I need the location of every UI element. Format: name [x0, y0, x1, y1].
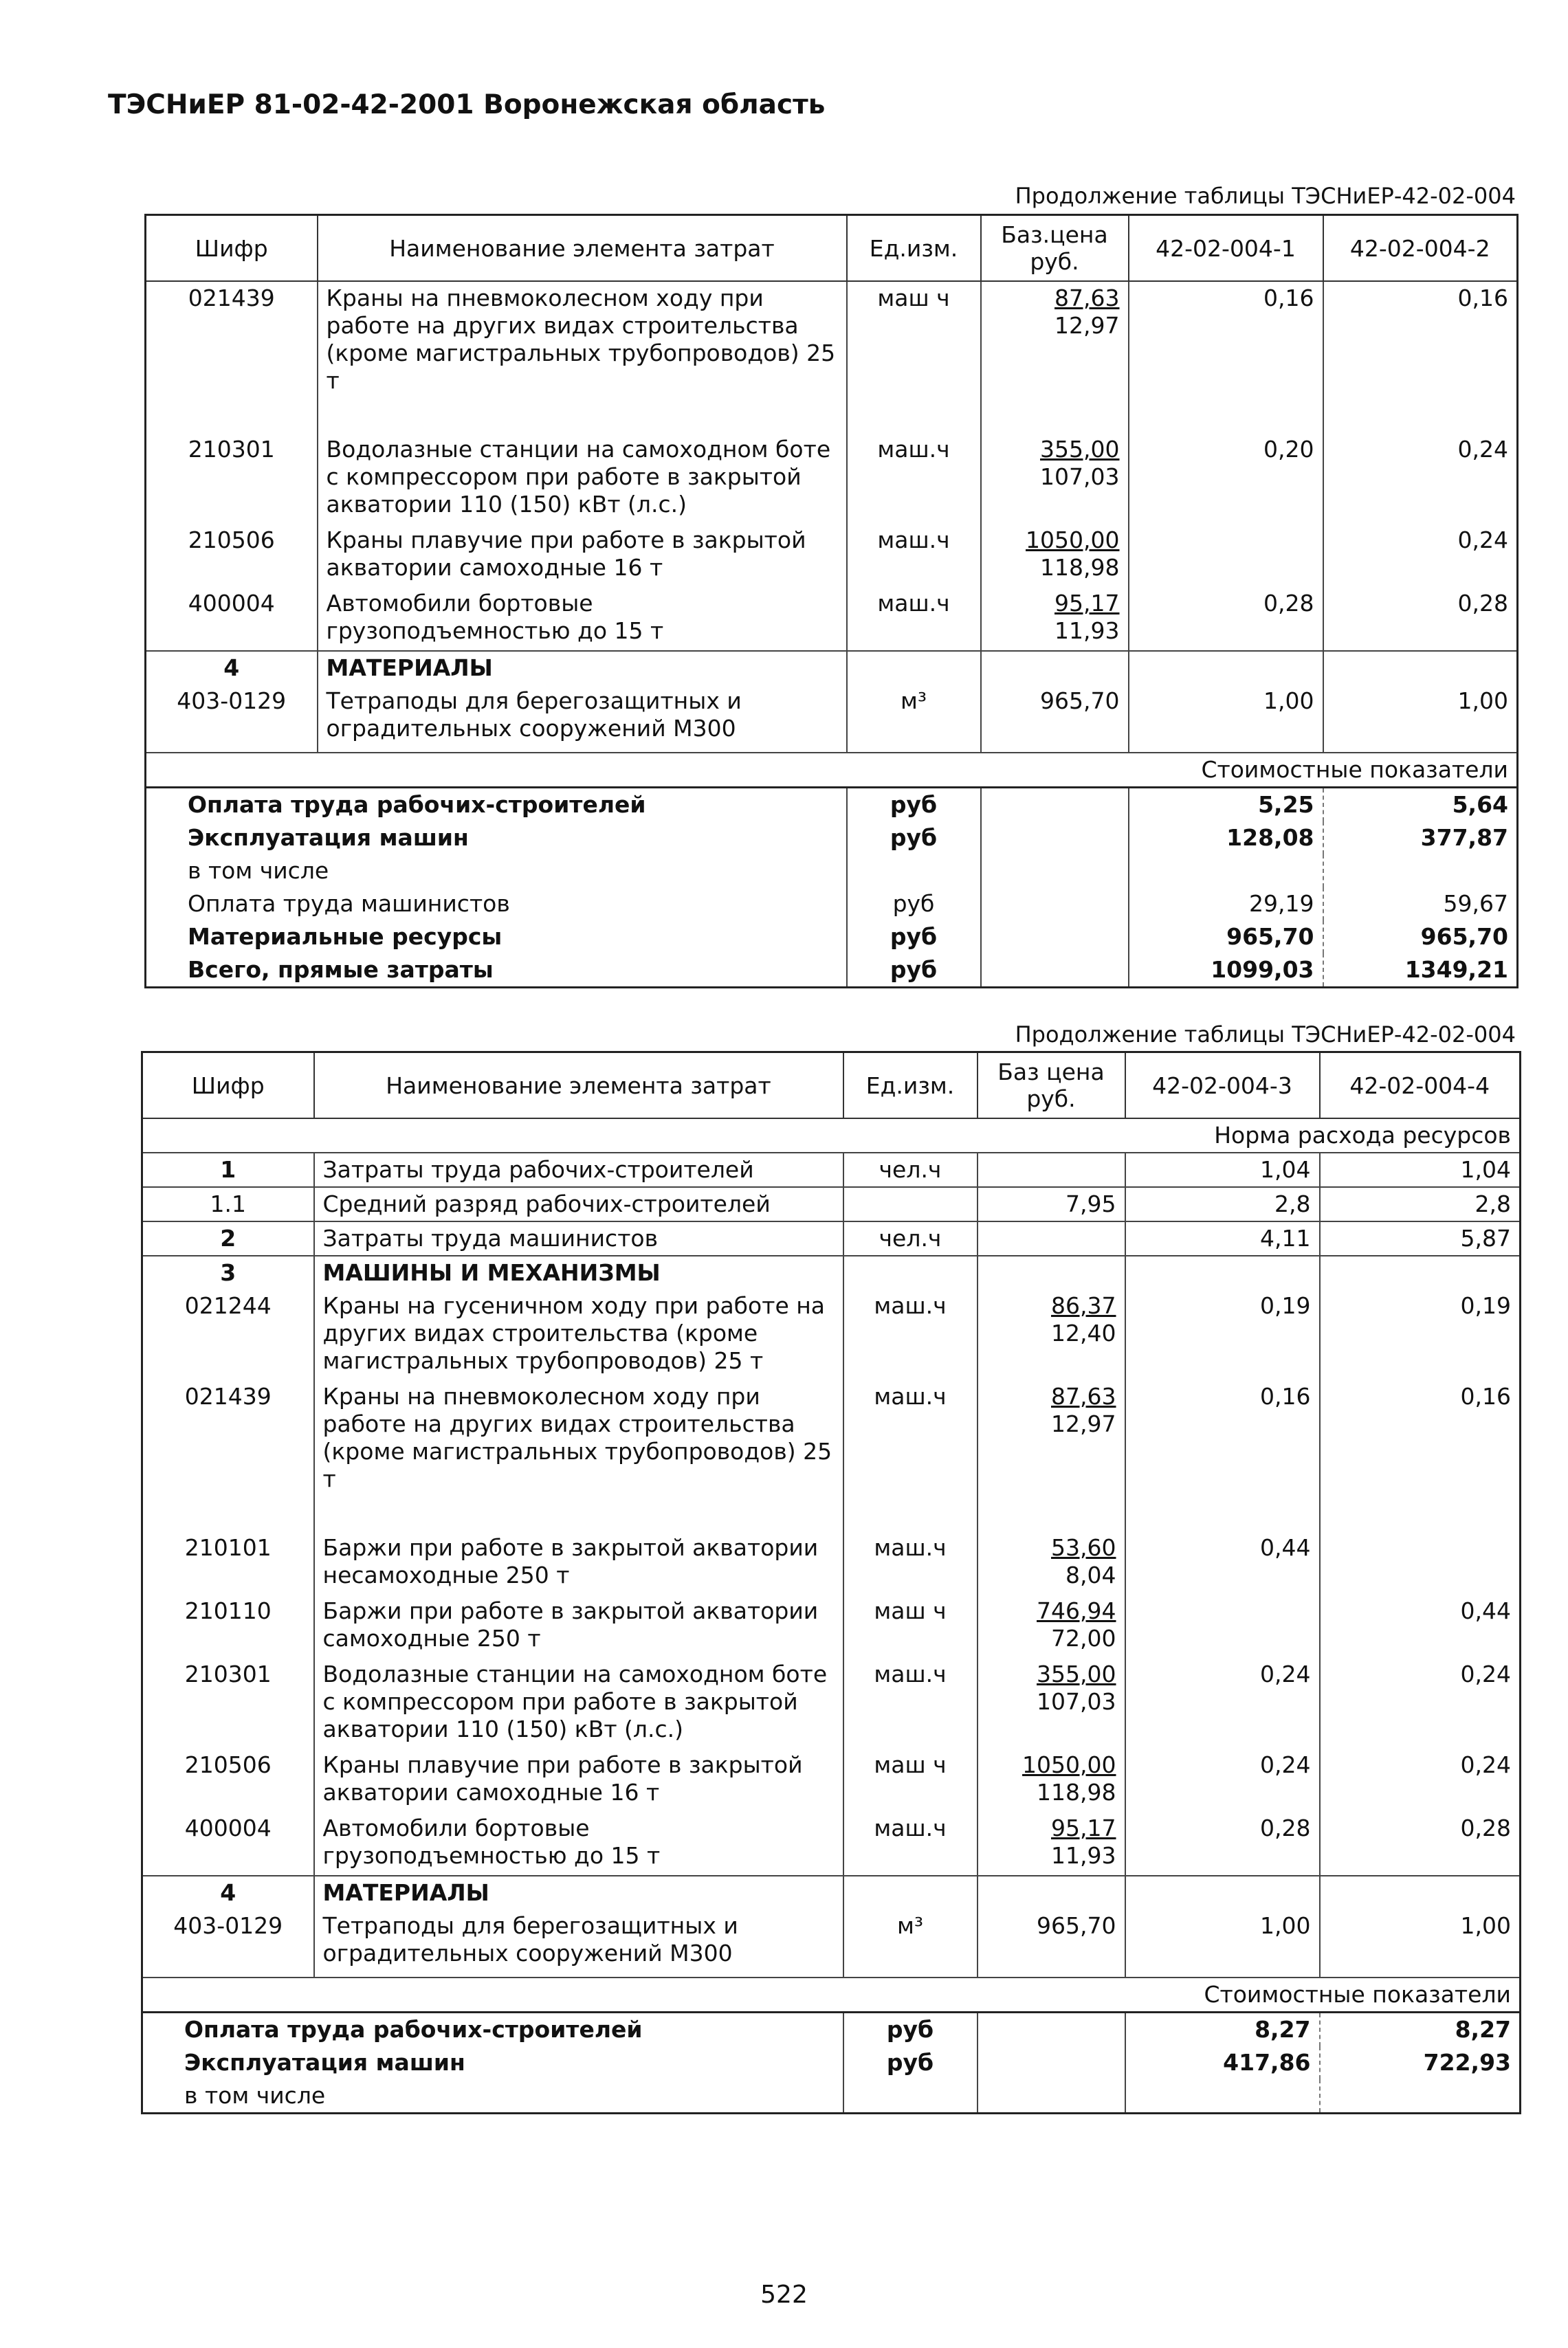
summary-value-2: 377,87 — [1323, 821, 1518, 854]
document-title: ТЭСНиЕР 81-02-42-2001 Воронежская область — [108, 89, 826, 120]
summary-unit: руб — [847, 788, 981, 822]
base-price-total: 87,63 — [1054, 285, 1120, 311]
empty-cell — [981, 788, 1129, 822]
section-title: МАШИНЫ И МЕХАНИЗМЫ — [314, 1256, 843, 1289]
norm-value-2: 0,24 — [1323, 433, 1518, 524]
base-price-wages: 8,04 — [1065, 1562, 1116, 1588]
resource-unit: м³ — [847, 685, 981, 753]
summary-row — [146, 788, 1518, 822]
resource-unit: маш.ч — [843, 1812, 978, 1876]
resource-unit: маш.ч — [847, 433, 981, 524]
table-2-caption: Продолжение таблицы ТЭСНиЕР-42-02-004 — [1015, 1021, 1516, 1048]
table-row — [146, 433, 1518, 524]
resource-name: Автомобили бортовые грузоподъемностью до 15 т — [314, 1812, 843, 1876]
summary-row — [146, 920, 1518, 953]
norm-value-2: 0,44 — [1320, 1595, 1521, 1658]
summary-label: Эксплуатация машин — [184, 2049, 465, 2076]
summary-label: Материальные ресурсы — [188, 923, 503, 950]
base-price — [978, 1749, 1125, 1812]
norm-value-1: 0,16 — [1129, 281, 1323, 433]
col-header-v2: 42-02-004-2 — [1323, 215, 1518, 282]
section-row — [142, 1876, 1521, 1909]
resource-code: 403-0129 — [142, 1909, 314, 1978]
base-price — [978, 1531, 1125, 1595]
summary-row — [142, 2079, 1521, 2114]
resource-name: Автомобили бортовые грузоподъемностью до 15 т — [318, 587, 847, 651]
empty-cell — [1125, 1256, 1320, 1289]
resource-name: Тетраподы для берегозащитных и оградительных сооружений М300 — [318, 685, 847, 753]
empty-cell — [1323, 651, 1518, 685]
base-price: 965,70 — [978, 1909, 1125, 1978]
table-row — [142, 1658, 1521, 1749]
resource-name: Затраты труда машинистов — [314, 1221, 843, 1256]
norm-value-2: 0,16 — [1323, 281, 1518, 433]
empty-cell — [1129, 651, 1323, 685]
resource-unit: маш ч — [843, 1749, 978, 1812]
norm-value-1: 0,16 — [1125, 1380, 1320, 1531]
empty-cell — [981, 854, 1129, 887]
table-row — [146, 524, 1518, 587]
section-number: 3 — [142, 1256, 314, 1289]
summary-value-1 — [1125, 2079, 1320, 2114]
material-row — [142, 1909, 1521, 1978]
summary-value-1 — [1129, 854, 1323, 887]
resource-name: Краны плавучие при работе в закрытой акватории самоходные 16 т — [318, 524, 847, 587]
resource-name: Тетраподы для берегозащитных и оградительных сооружений М300 — [314, 1909, 843, 1978]
base-price-total: 86,37 — [1051, 1292, 1116, 1319]
resource-name: Краны плавучие при работе в закрытой акватории самоходные 16 т — [314, 1749, 843, 1812]
base-price-wages: 11,93 — [1051, 1842, 1116, 1869]
base-price-wages: 12,40 — [1051, 1320, 1116, 1347]
table-row — [142, 1221, 1521, 1256]
col-header-price: Баз цена руб. — [978, 1052, 1125, 1119]
table-row — [142, 1153, 1521, 1187]
resource-code: 210506 — [142, 1749, 314, 1812]
table-row — [142, 1380, 1521, 1531]
summary-unit: руб — [847, 953, 981, 988]
resource-code: 021439 — [142, 1380, 314, 1531]
resource-unit: маш.ч — [843, 1531, 978, 1595]
summary-value-2: 722,93 — [1320, 2046, 1521, 2079]
section-row — [142, 1256, 1521, 1289]
summary-value-1: 417,86 — [1223, 2049, 1311, 2076]
summary-unit: руб — [847, 887, 981, 920]
summary-value-1: 8,27 — [1125, 2013, 1320, 2047]
summary-row — [142, 2046, 1521, 2079]
table-2-body — [142, 1118, 1521, 2114]
col-header-name: Наименование элемента затрат — [314, 1052, 843, 1119]
cost-heading — [146, 753, 1518, 788]
summary-value-1: 965,70 — [1226, 923, 1314, 950]
resource-code: 021244 — [142, 1289, 314, 1380]
resource-unit: м³ — [843, 1909, 978, 1978]
norm-value-1: 0,20 — [1129, 433, 1323, 524]
summary-value-2: 5,64 — [1323, 788, 1518, 822]
norm-value-1: 1,00 — [1129, 685, 1323, 753]
summary-row — [142, 2013, 1521, 2047]
resource-unit: маш.ч — [843, 1380, 978, 1531]
norm-value-2: 0,24 — [1323, 524, 1518, 587]
resource-unit: маш.ч — [847, 524, 981, 587]
summary-value-1: 1099,03 — [1211, 956, 1314, 983]
resource-code: 210101 — [142, 1531, 314, 1595]
summary-value-2: 8,27 — [1320, 2013, 1521, 2047]
resource-name: Средний разряд рабочих-строителей — [314, 1187, 843, 1221]
base-price-wages: 107,03 — [1040, 463, 1120, 490]
table-1-caption: Продолжение таблицы ТЭСНиЕР-42-02-004 — [1015, 183, 1516, 209]
col-header-name: Наименование элемента затрат — [318, 215, 847, 282]
summary-value-1: 29,19 — [1249, 890, 1314, 917]
base-price-wages: 118,98 — [1040, 554, 1120, 581]
summary-label: Оплата труда машинистов — [188, 890, 510, 917]
norm-value-1 — [1125, 1595, 1320, 1658]
base-price-wages: 12,97 — [1054, 312, 1120, 339]
summary-row — [146, 821, 1518, 854]
norm-value-1: 0,44 — [1125, 1531, 1320, 1595]
norm-value-1: 0,28 — [1129, 587, 1323, 651]
resource-name: Водолазные станции на самоходном боте с компрессором при работе в закрытой акватории 110 (150) кВт (л.с.) — [314, 1658, 843, 1749]
empty-cell — [981, 920, 1129, 953]
col-header-code: Шифр — [146, 215, 318, 282]
norm-value-1: 1,04 — [1125, 1153, 1320, 1187]
summary-label: в том числе — [184, 2082, 326, 2109]
summary-label: Оплата труда рабочих-строителей — [142, 2013, 843, 2047]
resource-code: 210301 — [142, 1658, 314, 1749]
base-price-total: 355,00 — [1037, 1661, 1116, 1687]
resource-name: Краны на пневмоколесном ходу при работе на других видах строительства (кроме магистральных трубопроводов) 25 т — [314, 1380, 843, 1531]
base-price-wages: 72,00 — [1051, 1625, 1116, 1652]
table-row — [142, 1595, 1521, 1658]
table-2 — [141, 1051, 1521, 2114]
resource-code: 403-0129 — [146, 685, 318, 753]
col-header-unit: Ед.изм. — [847, 215, 981, 282]
summary-label: в том числе — [188, 857, 329, 884]
empty-cell — [981, 821, 1129, 854]
norm-value-2: 0,24 — [1320, 1749, 1521, 1812]
section-number: 4 — [142, 1876, 314, 1909]
base-price — [978, 1380, 1125, 1531]
resource-unit: маш.ч — [843, 1289, 978, 1380]
table-row — [142, 1289, 1521, 1380]
empty-cell — [1320, 1876, 1521, 1909]
norm-value-2: 1,04 — [1320, 1153, 1521, 1187]
base-price — [981, 281, 1129, 433]
base-price-wages: 107,03 — [1037, 1688, 1116, 1715]
summary-label: Оплата труда рабочих-строителей — [146, 788, 847, 822]
base-price — [981, 587, 1129, 651]
norm-value-2: 0,16 — [1320, 1380, 1521, 1531]
summary-row — [146, 887, 1518, 920]
base-price-wages: 118,98 — [1037, 1779, 1116, 1806]
empty-cell — [1320, 1256, 1521, 1289]
summary-value-2 — [1320, 2079, 1521, 2114]
empty-cell — [981, 651, 1129, 685]
table-1-body — [146, 281, 1518, 988]
resource-code: 400004 — [146, 587, 318, 651]
base-price-total: 95,17 — [1054, 590, 1120, 617]
norm-value-2: 0,19 — [1320, 1289, 1521, 1380]
resource-code: 2 — [142, 1221, 314, 1256]
col-header-v1: 42-02-004-1 — [1129, 215, 1323, 282]
resource-unit: маш ч — [843, 1595, 978, 1658]
resource-code: 210301 — [146, 433, 318, 524]
empty-cell — [978, 1876, 1125, 1909]
summary-unit: руб — [847, 920, 981, 953]
norm-value-1: 4,11 — [1125, 1221, 1320, 1256]
resource-name: Баржи при работе в закрытой акватории самоходные 250 т — [314, 1595, 843, 1658]
norm-value-1: 0,28 — [1125, 1812, 1320, 1876]
summary-unit: руб — [843, 2013, 978, 2047]
section-row — [146, 651, 1518, 685]
norm-value-2: 0,24 — [1320, 1658, 1521, 1749]
norm-value-2: 0,28 — [1320, 1812, 1521, 1876]
base-price-wages: 12,97 — [1051, 1410, 1116, 1437]
summary-value-2: 59,67 — [1323, 887, 1518, 920]
summary-label: Эксплуатация машин — [188, 824, 469, 851]
resource-name: Баржи при работе в закрытой акватории несамоходные 250 т — [314, 1531, 843, 1595]
base-price-total: 95,17 — [1051, 1815, 1116, 1841]
summary-row — [146, 953, 1518, 988]
resource-unit: чел.ч — [843, 1221, 978, 1256]
resource-unit: маш.ч — [843, 1658, 978, 1749]
base-price: 7,95 — [978, 1187, 1125, 1221]
resource-code: 400004 — [142, 1812, 314, 1876]
empty-cell — [978, 2013, 1125, 2047]
base-price-total: 53,60 — [1051, 1534, 1116, 1561]
cost-heading-text: Стоимостные показатели — [146, 753, 1518, 788]
base-price — [981, 524, 1129, 587]
base-price — [978, 1289, 1125, 1380]
norm-heading — [142, 1118, 1521, 1153]
norm-value-2: 2,8 — [1320, 1187, 1521, 1221]
base-price — [978, 1812, 1125, 1876]
cost-heading — [142, 1978, 1521, 2013]
empty-cell — [981, 953, 1129, 988]
summary-unit: руб — [843, 2046, 978, 2079]
norm-value-1: 0,24 — [1125, 1658, 1320, 1749]
resource-unit: маш ч — [847, 281, 981, 433]
summary-value-2: 1349,21 — [1323, 953, 1518, 988]
summary-value-1: 128,08 — [1226, 824, 1314, 851]
col-header-v1: 42-02-004-3 — [1125, 1052, 1320, 1119]
section-number: 4 — [146, 651, 318, 685]
table-row — [142, 1812, 1521, 1876]
norm-value-1: 1,00 — [1125, 1909, 1320, 1978]
summary-unit: руб — [847, 821, 981, 854]
empty-cell — [843, 1256, 978, 1289]
table-1 — [144, 214, 1519, 988]
empty-cell — [978, 2046, 1125, 2079]
empty-cell — [981, 887, 1129, 920]
base-price: 965,70 — [981, 685, 1129, 753]
norm-value-1 — [1129, 524, 1323, 587]
norm-value-1: 0,24 — [1125, 1749, 1320, 1812]
base-price-total: 1050,00 — [1022, 1751, 1116, 1778]
norm-heading-text: Норма расхода ресурсов — [142, 1118, 1521, 1153]
col-header-code: Шифр — [142, 1052, 314, 1119]
base-price — [978, 1153, 1125, 1187]
base-price — [978, 1221, 1125, 1256]
resource-code: 021439 — [146, 281, 318, 433]
resource-code: 1 — [142, 1153, 314, 1187]
resource-name: Краны на пневмоколесном ходу при работе на других видах строительства (кроме магистральных трубопроводов) 25 т — [318, 281, 847, 433]
empty-cell — [847, 651, 981, 685]
empty-cell — [843, 1876, 978, 1909]
empty-cell — [1125, 1876, 1320, 1909]
summary-label: Всего, прямые затраты — [188, 956, 494, 983]
base-price-total: 355,00 — [1040, 436, 1120, 463]
resource-unit — [843, 1187, 978, 1221]
norm-value-1: 0,19 — [1125, 1289, 1320, 1380]
norm-value-2: 0,28 — [1323, 587, 1518, 651]
table-row — [142, 1187, 1521, 1221]
resource-code: 210110 — [142, 1595, 314, 1658]
col-header-price: Баз.цена руб. — [981, 215, 1129, 282]
base-price — [978, 1658, 1125, 1749]
empty-cell — [978, 1256, 1125, 1289]
norm-value-2 — [1320, 1531, 1521, 1595]
resource-name: Затраты труда рабочих-строителей — [314, 1153, 843, 1187]
section-title: МАТЕРИАЛЫ — [318, 651, 847, 685]
base-price-total: 1050,00 — [1026, 527, 1120, 553]
norm-value-2: 1,00 — [1320, 1909, 1521, 1978]
cost-heading-text: Стоимостные показатели — [142, 1978, 1521, 2013]
summary-unit — [843, 2079, 978, 2114]
base-price — [981, 433, 1129, 524]
norm-value-2: 1,00 — [1323, 685, 1518, 753]
resource-unit: чел.ч — [843, 1153, 978, 1187]
section-title: МАТЕРИАЛЫ — [314, 1876, 843, 1909]
table-row — [142, 1531, 1521, 1595]
col-header-unit: Ед.изм. — [843, 1052, 978, 1119]
resource-code: 210506 — [146, 524, 318, 587]
resource-code: 1.1 — [142, 1187, 314, 1221]
table-row — [146, 587, 1518, 651]
table-row — [142, 1749, 1521, 1812]
norm-value-2: 5,87 — [1320, 1221, 1521, 1256]
summary-value-2 — [1323, 854, 1518, 887]
page-number: 522 — [760, 2281, 808, 2309]
base-price — [978, 1595, 1125, 1658]
base-price-total: 87,63 — [1051, 1383, 1116, 1410]
resource-name: Краны на гусеничном ходу при работе на других видах строительства (кроме магистральных трубопроводов) 25 т — [314, 1289, 843, 1380]
summary-row — [146, 854, 1518, 887]
summary-value-2: 965,70 — [1323, 920, 1518, 953]
base-price-wages: 11,93 — [1054, 617, 1120, 644]
norm-value-1: 2,8 — [1125, 1187, 1320, 1221]
table-row — [146, 281, 1518, 433]
material-row — [146, 685, 1518, 753]
resource-unit: маш.ч — [847, 587, 981, 651]
resource-name: Водолазные станции на самоходном боте с компрессором при работе в закрытой акватории 110 (150) кВт (л.с.) — [318, 433, 847, 524]
summary-unit — [847, 854, 981, 887]
empty-cell — [978, 2079, 1125, 2114]
col-header-v2: 42-02-004-4 — [1320, 1052, 1521, 1119]
base-price-total: 746,94 — [1037, 1597, 1116, 1624]
summary-value-1: 5,25 — [1129, 788, 1323, 822]
